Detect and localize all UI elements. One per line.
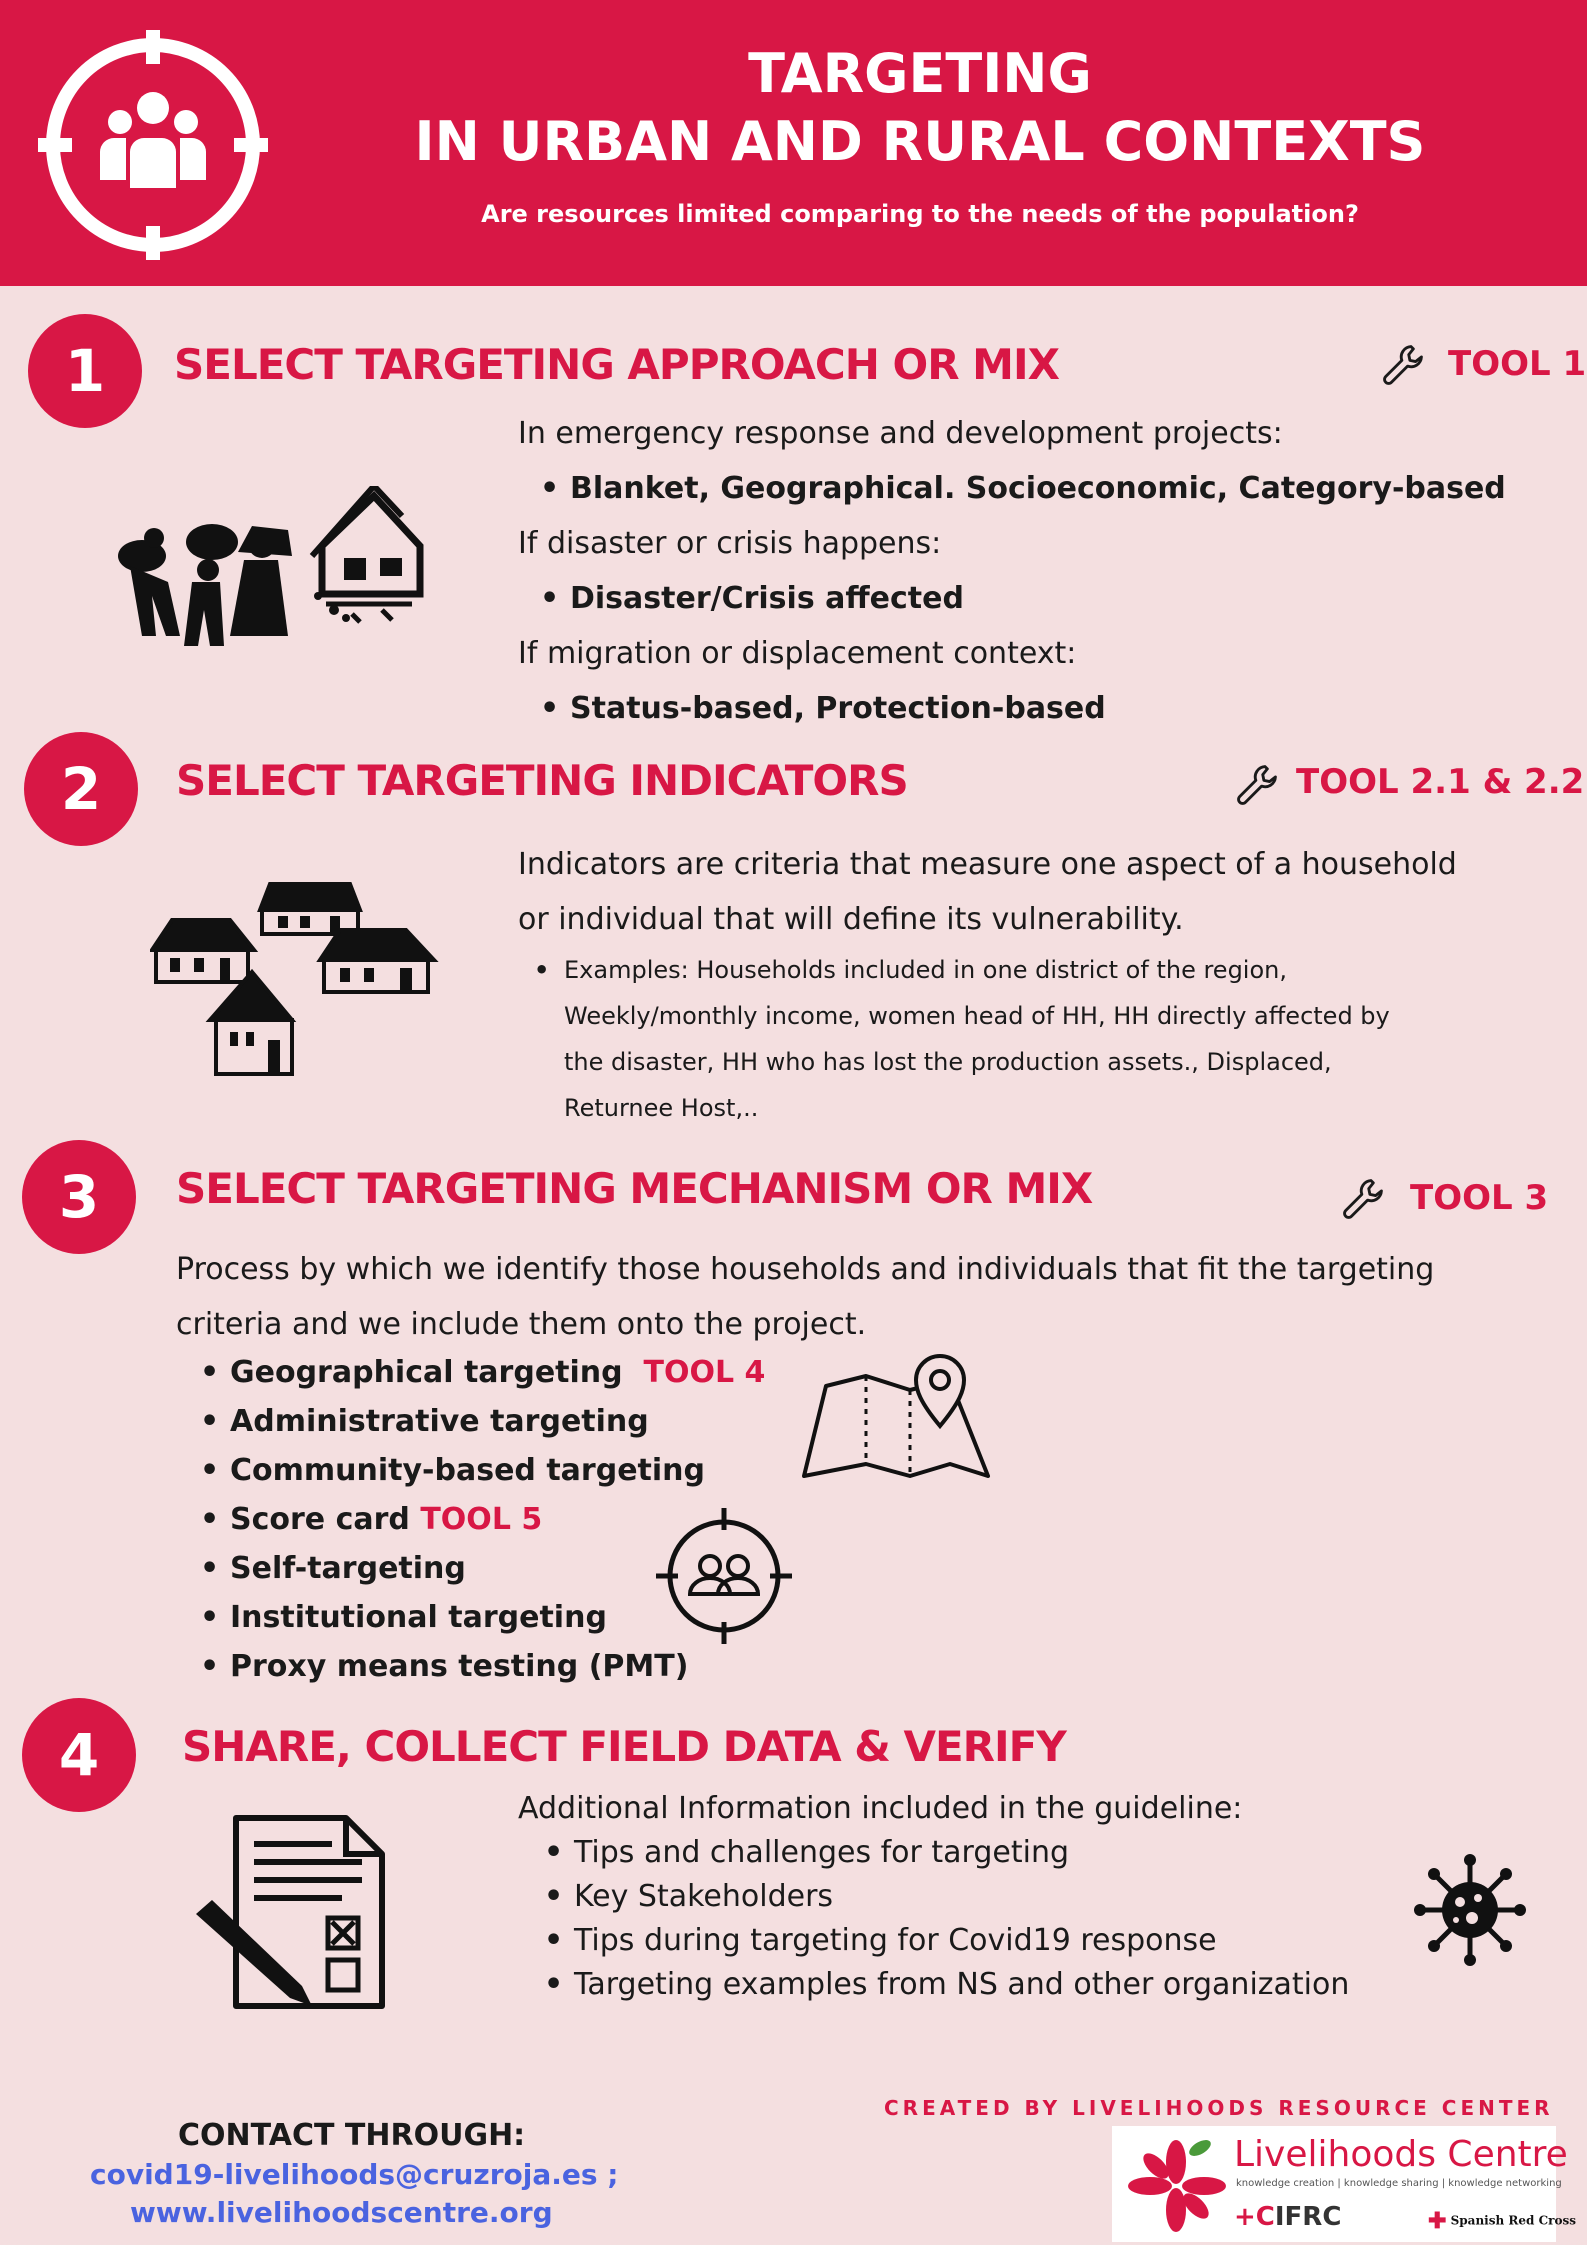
page-subtitle: Are resources limited comparing to the needs of the population? xyxy=(481,200,1359,228)
s2-example-4: Returnee Host,.. xyxy=(564,1094,759,1122)
target-people-icon xyxy=(38,30,268,260)
s1-intro-2: If disaster or crisis happens: xyxy=(518,526,942,561)
step-1-tool: TOOL 1 xyxy=(1448,344,1587,384)
wrench-icon xyxy=(1380,342,1426,388)
step-2-title: SELECT TARGETING INDICATORS xyxy=(176,756,908,805)
website-link[interactable]: www.livelihoodscentre.org xyxy=(130,2196,553,2229)
s4-item-4: • Targeting examples from NS and other organization xyxy=(544,1963,1349,2007)
ifrc-logo: +CIFRC xyxy=(1234,2202,1342,2232)
contact-email-link[interactable]: covid19-livelihoods@cruzroja.es ; xyxy=(90,2158,619,2191)
step-4-badge: 4 xyxy=(22,1698,136,1812)
step-3-badge: 3 xyxy=(22,1140,136,1254)
step-1-badge: 1 xyxy=(28,314,142,428)
s4-item-2: • Key Stakeholders xyxy=(544,1875,833,1919)
s2-example-2: Weekly/monthly income, women head of HH, HH directly affected by xyxy=(564,1002,1390,1030)
s2-line-1: Indicators are criteria that measure one aspect of a household xyxy=(518,847,1457,882)
page-title-line1: TARGETING xyxy=(748,42,1092,105)
livelihoods-flower-logo xyxy=(1120,2132,1232,2236)
houses-icon xyxy=(150,880,440,1080)
created-by: CREATED BY LIVELIHOODS RESOURCE CENTER xyxy=(884,2096,1554,2120)
step-1-title: SELECT TARGETING APPROACH OR MIX xyxy=(174,340,1059,389)
s4-item-3: • Tips during targeting for Covid19 response xyxy=(544,1919,1217,1963)
virus-icon xyxy=(1414,1854,1526,1966)
displaced-people-icon xyxy=(112,486,452,666)
s1-bullet-3: • Status-based, Protection-based xyxy=(540,681,1106,736)
s2-example-1: • Examples: Households included in one district of the region, xyxy=(534,947,1287,993)
s2-line-2: or individual that will define its vulnerability. xyxy=(518,902,1184,937)
s3-item-4: • Score card TOOL 5 xyxy=(200,1495,542,1544)
step-4-title: SHARE, COLLECT FIELD DATA & VERIFY xyxy=(182,1722,1066,1771)
checklist-document-icon xyxy=(192,1814,392,2010)
contact-title: CONTACT THROUGH: xyxy=(178,2118,526,2153)
livelihoods-tagline: knowledge creation | knowledge sharing | knowledge networking xyxy=(1236,2178,1562,2189)
page-title-line2: IN URBAN AND RURAL CONTEXTS xyxy=(414,110,1426,173)
s3-item-5: • Self-targeting xyxy=(200,1544,466,1593)
step-2-badge: 2 xyxy=(24,732,138,846)
s1-intro-3: If migration or displacement context: xyxy=(518,636,1077,671)
s1-bullet-1: • Blanket, Geographical. Socioeconomic, Category-based xyxy=(540,461,1506,516)
s3-item-3: • Community-based targeting xyxy=(200,1446,705,1495)
s3-item-7: • Proxy means testing (PMT) xyxy=(200,1642,688,1691)
wrench-icon xyxy=(1234,762,1280,808)
s1-intro-1: In emergency response and development projects: xyxy=(518,416,1283,451)
s4-item-1: • Tips and challenges for targeting xyxy=(544,1831,1069,1875)
s1-bullet-2: • Disaster/Crisis affected xyxy=(540,571,964,626)
step-3-tool: TOOL 3 xyxy=(1410,1178,1549,1218)
s3-line-2: criteria and we include them onto the project. xyxy=(176,1307,867,1342)
s3-item-1: • Geographical targeting TOOL 4 xyxy=(200,1348,765,1397)
s4-intro: Additional Information included in the guideline: xyxy=(518,1791,1243,1826)
step-2-tool: TOOL 2.1 & 2.2 xyxy=(1296,762,1585,802)
s2-example-3: the disaster, HH who has lost the production assets., Displaced, xyxy=(564,1048,1332,1076)
s3-item-6: • Institutional targeting xyxy=(200,1593,607,1642)
target-group-icon xyxy=(656,1508,792,1644)
s3-item-2: • Administrative targeting xyxy=(200,1397,649,1446)
s3-line-1: Process by which we identify those households and individuals that fit the targeting xyxy=(176,1252,1435,1287)
livelihoods-logo-text: Livelihoods Centre xyxy=(1234,2134,1568,2175)
step-3-title: SELECT TARGETING MECHANISM OR MIX xyxy=(176,1164,1093,1213)
wrench-icon xyxy=(1340,1176,1386,1222)
partner-logos xyxy=(1112,2126,1576,2242)
map-pin-icon xyxy=(800,1346,992,1482)
spanish-red-cross-logo: ✚ Spanish Red Cross xyxy=(1428,2208,1576,2234)
